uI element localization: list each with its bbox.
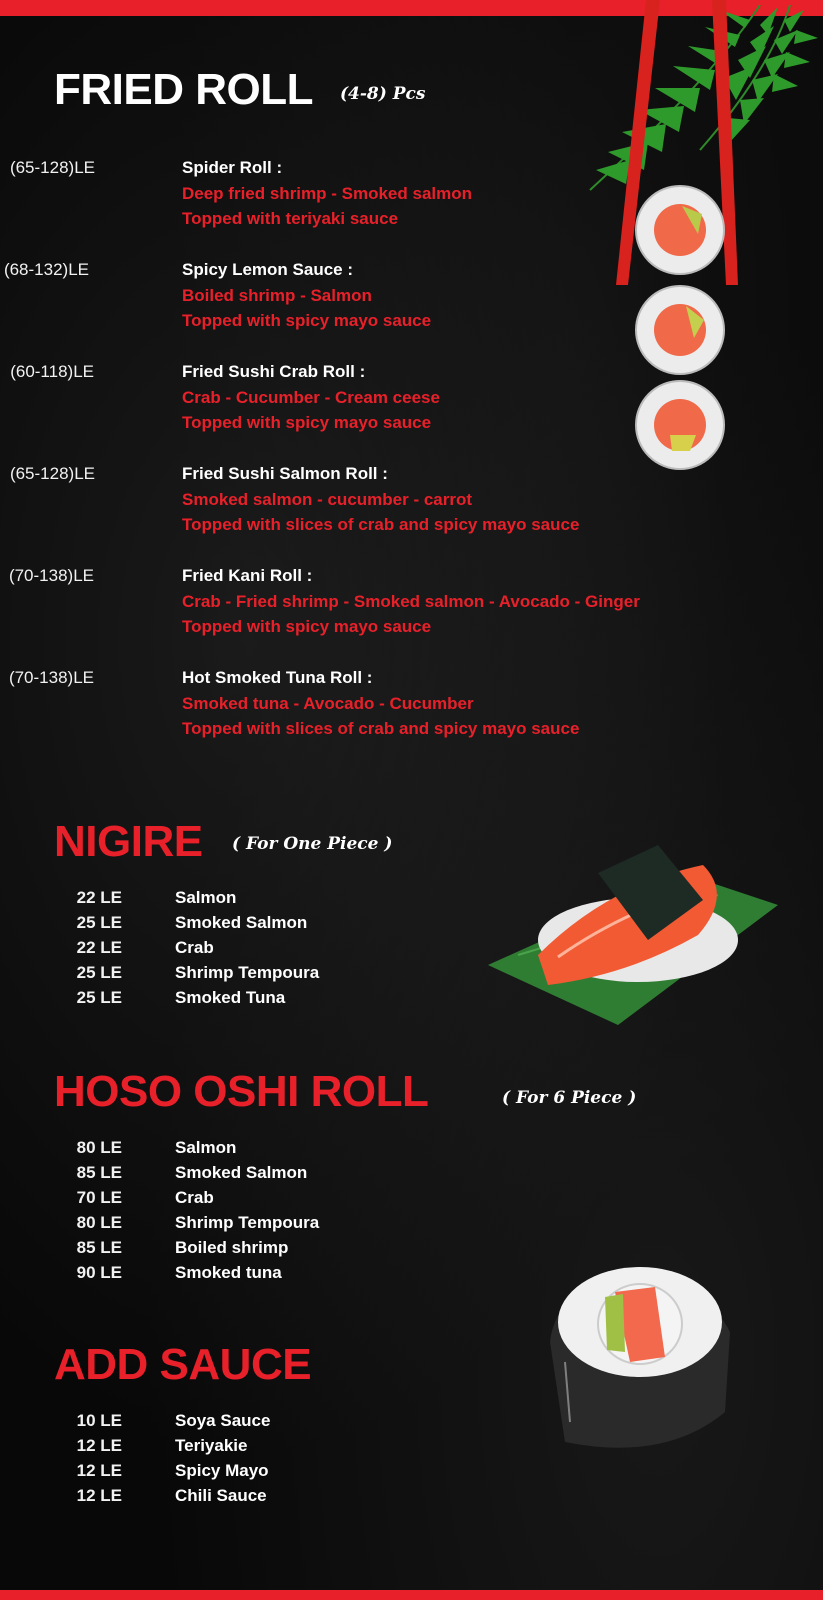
list-item xyxy=(0,1238,400,1262)
item-price: (68-132)LE xyxy=(3,260,89,279)
item-price: 22 LE xyxy=(76,938,122,957)
item-name: Smoked Salmon xyxy=(175,1163,308,1182)
item-description: Topped with spicy mayo sauce xyxy=(182,617,432,636)
item-name: Fried Kani Roll : xyxy=(182,566,313,585)
maki-roll-icon xyxy=(545,1262,735,1462)
list-item xyxy=(0,1163,400,1187)
list-item xyxy=(0,1138,400,1162)
item-price: 25 LE xyxy=(76,963,122,982)
item-name: Chili Sauce xyxy=(175,1486,267,1505)
fried-roll-title: FRIED ROLL xyxy=(54,65,313,114)
item-name: Hot Smoked Tuna Roll : xyxy=(182,668,373,687)
item-price: 70 LE xyxy=(76,1188,122,1207)
item-price: 25 LE xyxy=(76,913,122,932)
item-price: 85 LE xyxy=(76,1163,122,1182)
list-item xyxy=(0,1436,400,1460)
item-name: Salmon xyxy=(175,1138,237,1157)
item-description: Boiled shrimp - Salmon xyxy=(182,286,372,305)
nigire-title: NIGIRE xyxy=(54,817,203,866)
list-item xyxy=(0,913,400,937)
item-price: 80 LE xyxy=(76,1138,122,1157)
item-name: Smoked tuna xyxy=(175,1263,282,1282)
item-price: 12 LE xyxy=(76,1486,122,1505)
item-name: Fried Sushi Salmon Roll : xyxy=(182,464,388,483)
nigire-subtitle: ( For One Piece ) xyxy=(232,834,393,854)
item-description: Topped with slices of crab and spicy mayo sauce xyxy=(182,719,580,738)
item-price: 80 LE xyxy=(76,1213,122,1232)
item-name: Boiled shrimp xyxy=(175,1238,289,1257)
item-description: Topped with teriyaki sauce xyxy=(182,209,399,228)
item-name: Spicy Lemon Sauce : xyxy=(182,260,353,279)
list-item xyxy=(0,988,400,1012)
hoso-oshi-title: HOSO OSHI ROLL xyxy=(54,1067,429,1116)
list-item xyxy=(0,1461,400,1485)
hoso-oshi-subtitle: ( For 6 Piece ) xyxy=(502,1088,637,1108)
list-item xyxy=(0,1411,400,1435)
item-price: 12 LE xyxy=(76,1461,122,1480)
item-price: (70-138)LE xyxy=(8,668,94,687)
item-description: Crab - Fried shrimp - Smoked salmon - Avocado - Ginger xyxy=(182,592,640,611)
item-name: Teriyakie xyxy=(175,1436,248,1455)
fried-roll-subtitle: (4-8) Pcs xyxy=(340,84,426,104)
item-name: Smoked Tuna xyxy=(175,988,286,1007)
item-price: 90 LE xyxy=(76,1263,122,1282)
item-name: Spider Roll : xyxy=(182,158,283,177)
item-price: (70-138)LE xyxy=(8,566,94,585)
item-price: (60-118)LE xyxy=(10,362,94,381)
item-name: Soya Sauce xyxy=(175,1411,271,1430)
item-name: Shrimp Tempoura xyxy=(175,963,320,982)
menu-item xyxy=(0,158,760,238)
menu-item xyxy=(0,668,760,748)
list-item xyxy=(0,1188,400,1212)
item-price: (65-128)LE xyxy=(9,464,95,483)
item-description: Smoked tuna - Avocado - Cucumber xyxy=(182,694,474,713)
nigiri-icon xyxy=(488,845,788,1025)
item-description: Topped with spicy mayo sauce xyxy=(182,413,432,432)
item-price: (65-128)LE xyxy=(9,158,95,177)
item-price: 12 LE xyxy=(76,1436,122,1455)
item-name: Smoked Salmon xyxy=(175,913,308,932)
item-price: 85 LE xyxy=(76,1238,122,1257)
item-name: Crab xyxy=(175,938,214,957)
list-item xyxy=(0,1486,400,1510)
menu-item xyxy=(0,464,760,544)
item-price: 22 LE xyxy=(76,888,122,907)
item-description: Topped with slices of crab and spicy mayo sauce xyxy=(182,515,580,534)
menu-item xyxy=(0,566,760,646)
item-name: Salmon xyxy=(175,888,237,907)
list-item xyxy=(0,963,400,987)
item-description: Crab - Cucumber - Cream ceese xyxy=(182,388,440,407)
item-name: Crab xyxy=(175,1188,214,1207)
item-price: 25 LE xyxy=(76,988,122,1007)
list-item xyxy=(0,938,400,962)
add-sauce-title: ADD SAUCE xyxy=(54,1340,312,1389)
item-description: Deep fried shrimp - Smoked salmon xyxy=(182,184,473,203)
item-description: Topped with spicy mayo sauce xyxy=(182,311,432,330)
item-name: Fried Sushi Crab Roll : xyxy=(182,362,366,381)
menu-item xyxy=(0,260,760,340)
item-price: 10 LE xyxy=(76,1411,122,1430)
list-item xyxy=(0,888,400,912)
item-name: Shrimp Tempoura xyxy=(175,1213,320,1232)
list-item xyxy=(0,1213,400,1237)
item-description: Smoked salmon - cucumber - carrot xyxy=(182,490,473,509)
menu-item xyxy=(0,362,760,442)
item-name: Spicy Mayo xyxy=(175,1461,269,1480)
list-item xyxy=(0,1263,400,1287)
bottom-accent-bar xyxy=(0,1590,823,1600)
